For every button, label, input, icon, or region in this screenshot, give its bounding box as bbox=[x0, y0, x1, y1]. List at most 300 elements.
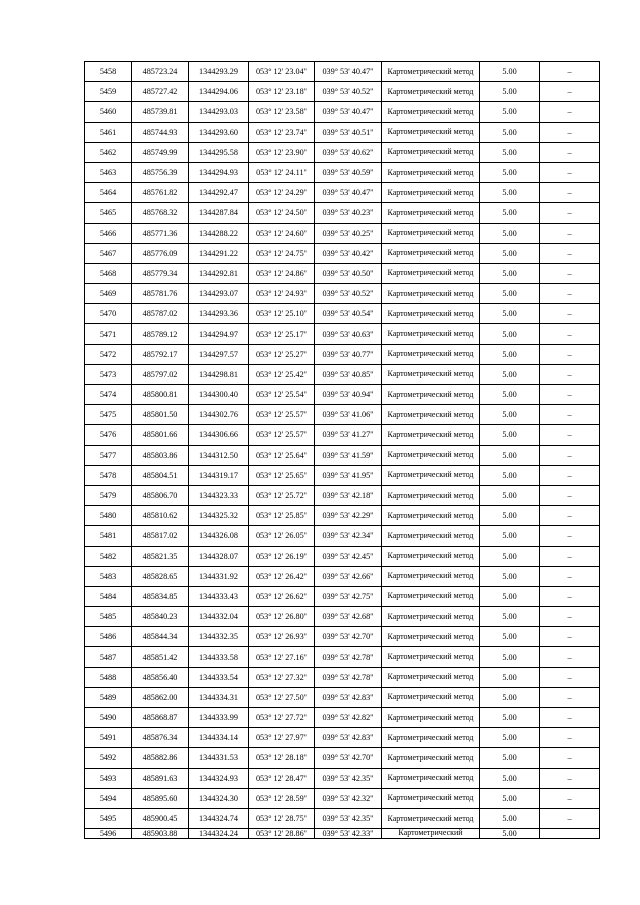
accuracy-cell: 5.00 bbox=[480, 768, 540, 788]
x-coordinate-cell: 485828.65 bbox=[132, 566, 189, 586]
latitude-cell: 053° 12' 25.27" bbox=[249, 344, 315, 364]
point-number-cell: 5491 bbox=[85, 728, 132, 748]
method-cell: Картометрический bbox=[382, 829, 480, 839]
method-cell: Картометрический метод bbox=[382, 243, 480, 263]
latitude-cell: 053° 12' 24.50" bbox=[249, 203, 315, 223]
accuracy-cell: 5.00 bbox=[480, 627, 540, 647]
y-coordinate-cell: 1344294.97 bbox=[189, 324, 249, 344]
table-row bbox=[85, 546, 600, 566]
note-cell: – bbox=[540, 304, 600, 324]
point-number-cell: 5467 bbox=[85, 243, 132, 263]
table-row bbox=[85, 465, 600, 485]
y-coordinate-cell: 1344291.22 bbox=[189, 243, 249, 263]
latitude-cell: 053° 12' 26.42" bbox=[249, 566, 315, 586]
table-row bbox=[85, 385, 600, 405]
x-coordinate-cell: 485744.93 bbox=[132, 122, 189, 142]
note-cell: – bbox=[540, 748, 600, 768]
method-cell: Картометрический метод bbox=[382, 728, 480, 748]
method-cell: Картометрический метод bbox=[382, 263, 480, 283]
note-cell: – bbox=[540, 324, 600, 344]
table-row bbox=[85, 263, 600, 283]
latitude-cell: 053° 12' 23.04" bbox=[249, 62, 315, 82]
accuracy-cell: 5.00 bbox=[480, 546, 540, 566]
x-coordinate-cell: 485800.81 bbox=[132, 385, 189, 405]
accuracy-cell: 5.00 bbox=[480, 304, 540, 324]
x-coordinate-cell: 485840.23 bbox=[132, 607, 189, 627]
point-number-cell: 5475 bbox=[85, 405, 132, 425]
longitude-cell: 039° 53' 40.25" bbox=[315, 223, 382, 243]
note-cell: – bbox=[540, 223, 600, 243]
y-coordinate-cell: 1344319.17 bbox=[189, 465, 249, 485]
note-cell: – bbox=[540, 788, 600, 808]
note-cell: – bbox=[540, 566, 600, 586]
x-coordinate-cell: 485797.02 bbox=[132, 364, 189, 384]
longitude-cell: 039° 53' 42.68" bbox=[315, 607, 382, 627]
latitude-cell: 053° 12' 25.85" bbox=[249, 506, 315, 526]
y-coordinate-cell: 1344300.40 bbox=[189, 385, 249, 405]
note-cell: – bbox=[540, 546, 600, 566]
latitude-cell: 053° 12' 26.80" bbox=[249, 607, 315, 627]
point-number-cell: 5495 bbox=[85, 808, 132, 828]
y-coordinate-cell: 1344292.81 bbox=[189, 263, 249, 283]
table-row bbox=[85, 223, 600, 243]
y-coordinate-cell: 1344333.58 bbox=[189, 647, 249, 667]
y-coordinate-cell: 1344334.14 bbox=[189, 728, 249, 748]
method-cell: Картометрический метод bbox=[382, 808, 480, 828]
longitude-cell: 039° 53' 42.83" bbox=[315, 687, 382, 707]
latitude-cell: 053° 12' 27.32" bbox=[249, 667, 315, 687]
y-coordinate-cell: 1344292.47 bbox=[189, 183, 249, 203]
accuracy-cell: 5.00 bbox=[480, 62, 540, 82]
x-coordinate-cell: 485727.42 bbox=[132, 82, 189, 102]
accuracy-cell: 5.00 bbox=[480, 485, 540, 505]
note-cell: – bbox=[540, 445, 600, 465]
method-cell: Картометрический метод bbox=[382, 425, 480, 445]
x-coordinate-cell: 485851.42 bbox=[132, 647, 189, 667]
x-coordinate-cell: 485776.09 bbox=[132, 243, 189, 263]
table-row bbox=[85, 788, 600, 808]
method-cell: Картометрический метод bbox=[382, 586, 480, 606]
longitude-cell: 039° 53' 42.33" bbox=[315, 829, 382, 839]
x-coordinate-cell: 485900.45 bbox=[132, 808, 189, 828]
note-cell: – bbox=[540, 344, 600, 364]
point-number-cell: 5464 bbox=[85, 183, 132, 203]
table-row bbox=[85, 203, 600, 223]
method-cell: Картометрический метод bbox=[382, 566, 480, 586]
longitude-cell: 039° 53' 42.75" bbox=[315, 586, 382, 606]
method-cell: Картометрический метод bbox=[382, 768, 480, 788]
x-coordinate-cell: 485903.88 bbox=[132, 829, 189, 839]
note-cell: – bbox=[540, 465, 600, 485]
x-coordinate-cell: 485801.66 bbox=[132, 425, 189, 445]
latitude-cell: 053° 12' 28.18" bbox=[249, 748, 315, 768]
accuracy-cell: 5.00 bbox=[480, 829, 540, 839]
x-coordinate-cell: 485810.62 bbox=[132, 506, 189, 526]
method-cell: Картометрический метод bbox=[382, 788, 480, 808]
coordinates-table bbox=[84, 61, 600, 839]
table-row bbox=[85, 304, 600, 324]
method-cell: Картометрический метод bbox=[382, 364, 480, 384]
y-coordinate-cell: 1344293.36 bbox=[189, 304, 249, 324]
y-coordinate-cell: 1344333.43 bbox=[189, 586, 249, 606]
y-coordinate-cell: 1344324.93 bbox=[189, 768, 249, 788]
method-cell: Картометрический метод bbox=[382, 708, 480, 728]
longitude-cell: 039° 53' 40.50" bbox=[315, 263, 382, 283]
point-number-cell: 5479 bbox=[85, 485, 132, 505]
method-cell: Картометрический метод bbox=[382, 142, 480, 162]
longitude-cell: 039° 53' 40.59" bbox=[315, 162, 382, 182]
accuracy-cell: 5.00 bbox=[480, 586, 540, 606]
longitude-cell: 039° 53' 40.51" bbox=[315, 122, 382, 142]
note-cell: – bbox=[540, 526, 600, 546]
note-cell: – bbox=[540, 385, 600, 405]
method-cell: Картометрический метод bbox=[382, 223, 480, 243]
note-cell: – bbox=[540, 62, 600, 82]
point-number-cell: 5474 bbox=[85, 385, 132, 405]
latitude-cell: 053° 12' 25.54" bbox=[249, 385, 315, 405]
method-cell: Картометрический метод bbox=[382, 203, 480, 223]
point-number-cell: 5459 bbox=[85, 82, 132, 102]
accuracy-cell: 5.00 bbox=[480, 728, 540, 748]
accuracy-cell: 5.00 bbox=[480, 263, 540, 283]
y-coordinate-cell: 1344312.50 bbox=[189, 445, 249, 465]
y-coordinate-cell: 1344325.32 bbox=[189, 506, 249, 526]
point-number-cell: 5488 bbox=[85, 667, 132, 687]
x-coordinate-cell: 485761.82 bbox=[132, 183, 189, 203]
note-cell: – bbox=[540, 768, 600, 788]
y-coordinate-cell: 1344331.92 bbox=[189, 566, 249, 586]
table-row bbox=[85, 425, 600, 445]
note-cell: – bbox=[540, 586, 600, 606]
point-number-cell: 5460 bbox=[85, 102, 132, 122]
method-cell: Картометрический метод bbox=[382, 647, 480, 667]
latitude-cell: 053° 12' 27.16" bbox=[249, 647, 315, 667]
y-coordinate-cell: 1344328.07 bbox=[189, 546, 249, 566]
table-row bbox=[85, 485, 600, 505]
accuracy-cell: 5.00 bbox=[480, 102, 540, 122]
point-number-cell: 5471 bbox=[85, 324, 132, 344]
note-cell: – bbox=[540, 203, 600, 223]
method-cell: Картометрический метод bbox=[382, 607, 480, 627]
note-cell: – bbox=[540, 425, 600, 445]
accuracy-cell: 5.00 bbox=[480, 425, 540, 445]
latitude-cell: 053° 12' 25.42" bbox=[249, 364, 315, 384]
accuracy-cell: 5.00 bbox=[480, 788, 540, 808]
table-row bbox=[85, 142, 600, 162]
accuracy-cell: 5.00 bbox=[480, 162, 540, 182]
point-number-cell: 5492 bbox=[85, 748, 132, 768]
method-cell: Картометрический метод bbox=[382, 485, 480, 505]
accuracy-cell: 5.00 bbox=[480, 385, 540, 405]
table-row bbox=[85, 748, 600, 768]
x-coordinate-cell: 485739.81 bbox=[132, 102, 189, 122]
longitude-cell: 039° 53' 42.70" bbox=[315, 748, 382, 768]
note-cell: – bbox=[540, 364, 600, 384]
accuracy-cell: 5.00 bbox=[480, 566, 540, 586]
x-coordinate-cell: 485868.87 bbox=[132, 708, 189, 728]
note-cell: – bbox=[540, 607, 600, 627]
longitude-cell: 039° 53' 42.70" bbox=[315, 627, 382, 647]
y-coordinate-cell: 1344287.84 bbox=[189, 203, 249, 223]
point-number-cell: 5490 bbox=[85, 708, 132, 728]
latitude-cell: 053° 12' 25.65" bbox=[249, 465, 315, 485]
longitude-cell: 039° 53' 42.83" bbox=[315, 728, 382, 748]
table-row bbox=[85, 122, 600, 142]
note-cell: – bbox=[540, 183, 600, 203]
longitude-cell: 039° 53' 40.47" bbox=[315, 102, 382, 122]
accuracy-cell: 5.00 bbox=[480, 203, 540, 223]
table-row bbox=[85, 506, 600, 526]
y-coordinate-cell: 1344293.29 bbox=[189, 62, 249, 82]
latitude-cell: 053° 12' 25.10" bbox=[249, 304, 315, 324]
table-row bbox=[85, 708, 600, 728]
longitude-cell: 039° 53' 42.35" bbox=[315, 808, 382, 828]
accuracy-cell: 5.00 bbox=[480, 465, 540, 485]
table-row bbox=[85, 284, 600, 304]
x-coordinate-cell: 485817.02 bbox=[132, 526, 189, 546]
table-row bbox=[85, 102, 600, 122]
accuracy-cell: 5.00 bbox=[480, 708, 540, 728]
accuracy-cell: 5.00 bbox=[480, 223, 540, 243]
y-coordinate-cell: 1344306.66 bbox=[189, 425, 249, 445]
point-number-cell: 5466 bbox=[85, 223, 132, 243]
latitude-cell: 053° 12' 23.18" bbox=[249, 82, 315, 102]
table-body bbox=[85, 62, 600, 839]
note-cell: – bbox=[540, 243, 600, 263]
note-cell: – bbox=[540, 647, 600, 667]
x-coordinate-cell: 485792.17 bbox=[132, 344, 189, 364]
longitude-cell: 039° 53' 42.66" bbox=[315, 566, 382, 586]
latitude-cell: 053° 12' 24.11" bbox=[249, 162, 315, 182]
y-coordinate-cell: 1344295.58 bbox=[189, 142, 249, 162]
y-coordinate-cell: 1344323.33 bbox=[189, 485, 249, 505]
x-coordinate-cell: 485787.02 bbox=[132, 304, 189, 324]
table-row bbox=[85, 768, 600, 788]
x-coordinate-cell: 485749.99 bbox=[132, 142, 189, 162]
table-row bbox=[85, 627, 600, 647]
accuracy-cell: 5.00 bbox=[480, 506, 540, 526]
y-coordinate-cell: 1344324.74 bbox=[189, 808, 249, 828]
x-coordinate-cell: 485803.86 bbox=[132, 445, 189, 465]
point-number-cell: 5465 bbox=[85, 203, 132, 223]
table-row bbox=[85, 162, 600, 182]
y-coordinate-cell: 1344293.03 bbox=[189, 102, 249, 122]
x-coordinate-cell: 485801.50 bbox=[132, 405, 189, 425]
x-coordinate-cell: 485781.76 bbox=[132, 284, 189, 304]
method-cell: Картометрический метод bbox=[382, 405, 480, 425]
point-number-cell: 5470 bbox=[85, 304, 132, 324]
method-cell: Картометрический метод bbox=[382, 102, 480, 122]
method-cell: Картометрический метод bbox=[382, 324, 480, 344]
accuracy-cell: 5.00 bbox=[480, 364, 540, 384]
point-number-cell: 5481 bbox=[85, 526, 132, 546]
accuracy-cell: 5.00 bbox=[480, 243, 540, 263]
longitude-cell: 039° 53' 40.23" bbox=[315, 203, 382, 223]
method-cell: Картометрический метод bbox=[382, 284, 480, 304]
latitude-cell: 053° 12' 28.86" bbox=[249, 829, 315, 839]
accuracy-cell: 5.00 bbox=[480, 667, 540, 687]
latitude-cell: 053° 12' 28.47" bbox=[249, 768, 315, 788]
note-cell: – bbox=[540, 808, 600, 828]
latitude-cell: 053° 12' 24.93" bbox=[249, 284, 315, 304]
y-coordinate-cell: 1344324.30 bbox=[189, 788, 249, 808]
latitude-cell: 053° 12' 24.75" bbox=[249, 243, 315, 263]
accuracy-cell: 5.00 bbox=[480, 607, 540, 627]
accuracy-cell: 5.00 bbox=[480, 526, 540, 546]
accuracy-cell: 5.00 bbox=[480, 647, 540, 667]
point-number-cell: 5462 bbox=[85, 142, 132, 162]
table-row bbox=[85, 647, 600, 667]
note-cell: – bbox=[540, 405, 600, 425]
latitude-cell: 053° 12' 23.74" bbox=[249, 122, 315, 142]
point-number-cell: 5476 bbox=[85, 425, 132, 445]
point-number-cell: 5487 bbox=[85, 647, 132, 667]
accuracy-cell: 5.00 bbox=[480, 122, 540, 142]
x-coordinate-cell: 485882.86 bbox=[132, 748, 189, 768]
y-coordinate-cell: 1344332.04 bbox=[189, 607, 249, 627]
longitude-cell: 039° 53' 42.18" bbox=[315, 485, 382, 505]
x-coordinate-cell: 485756.39 bbox=[132, 162, 189, 182]
method-cell: Картометрический метод bbox=[382, 122, 480, 142]
longitude-cell: 039° 53' 42.78" bbox=[315, 667, 382, 687]
latitude-cell: 053° 12' 25.57" bbox=[249, 405, 315, 425]
longitude-cell: 039° 53' 40.52" bbox=[315, 82, 382, 102]
longitude-cell: 039° 53' 40.77" bbox=[315, 344, 382, 364]
method-cell: Картометрический метод bbox=[382, 82, 480, 102]
note-cell: – bbox=[540, 102, 600, 122]
latitude-cell: 053° 12' 26.62" bbox=[249, 586, 315, 606]
longitude-cell: 039° 53' 41.95" bbox=[315, 465, 382, 485]
point-number-cell: 5461 bbox=[85, 122, 132, 142]
y-coordinate-cell: 1344288.22 bbox=[189, 223, 249, 243]
x-coordinate-cell: 485804.51 bbox=[132, 465, 189, 485]
longitude-cell: 039° 53' 41.27" bbox=[315, 425, 382, 445]
longitude-cell: 039° 53' 40.85" bbox=[315, 364, 382, 384]
x-coordinate-cell: 485771.36 bbox=[132, 223, 189, 243]
latitude-cell: 053° 12' 28.75" bbox=[249, 808, 315, 828]
y-coordinate-cell: 1344334.31 bbox=[189, 687, 249, 707]
y-coordinate-cell: 1344298.81 bbox=[189, 364, 249, 384]
longitude-cell: 039° 53' 40.47" bbox=[315, 62, 382, 82]
note-cell: – bbox=[540, 82, 600, 102]
table-row bbox=[85, 607, 600, 627]
latitude-cell: 053° 12' 27.72" bbox=[249, 708, 315, 728]
accuracy-cell: 5.00 bbox=[480, 183, 540, 203]
longitude-cell: 039° 53' 40.42" bbox=[315, 243, 382, 263]
x-coordinate-cell: 485862.00 bbox=[132, 687, 189, 707]
point-number-cell: 5458 bbox=[85, 62, 132, 82]
longitude-cell: 039° 53' 41.06" bbox=[315, 405, 382, 425]
method-cell: Картометрический метод bbox=[382, 627, 480, 647]
accuracy-cell: 5.00 bbox=[480, 82, 540, 102]
longitude-cell: 039° 53' 42.32" bbox=[315, 788, 382, 808]
method-cell: Картометрический метод bbox=[382, 506, 480, 526]
y-coordinate-cell: 1344294.06 bbox=[189, 82, 249, 102]
table-row bbox=[85, 82, 600, 102]
y-coordinate-cell: 1344331.53 bbox=[189, 748, 249, 768]
latitude-cell: 053° 12' 24.29" bbox=[249, 183, 315, 203]
table-row bbox=[85, 829, 600, 839]
method-cell: Картометрический метод bbox=[382, 546, 480, 566]
method-cell: Картометрический метод bbox=[382, 62, 480, 82]
point-number-cell: 5480 bbox=[85, 506, 132, 526]
latitude-cell: 053° 12' 23.90" bbox=[249, 142, 315, 162]
y-coordinate-cell: 1344333.99 bbox=[189, 708, 249, 728]
note-cell: – bbox=[540, 485, 600, 505]
x-coordinate-cell: 485768.32 bbox=[132, 203, 189, 223]
latitude-cell: 053° 12' 27.97" bbox=[249, 728, 315, 748]
note-cell: – bbox=[540, 284, 600, 304]
point-number-cell: 5478 bbox=[85, 465, 132, 485]
method-cell: Картометрический метод bbox=[382, 687, 480, 707]
x-coordinate-cell: 485876.34 bbox=[132, 728, 189, 748]
y-coordinate-cell: 1344297.57 bbox=[189, 344, 249, 364]
note-cell: – bbox=[540, 728, 600, 748]
latitude-cell: 053° 12' 24.86" bbox=[249, 263, 315, 283]
point-number-cell: 5484 bbox=[85, 586, 132, 606]
note-cell: – bbox=[540, 122, 600, 142]
method-cell: Картометрический метод bbox=[382, 667, 480, 687]
table-row bbox=[85, 344, 600, 364]
table-row bbox=[85, 667, 600, 687]
accuracy-cell: 5.00 bbox=[480, 142, 540, 162]
x-coordinate-cell: 485834.85 bbox=[132, 586, 189, 606]
y-coordinate-cell: 1344293.07 bbox=[189, 284, 249, 304]
latitude-cell: 053° 12' 26.93" bbox=[249, 627, 315, 647]
longitude-cell: 039° 53' 40.54" bbox=[315, 304, 382, 324]
latitude-cell: 053° 12' 23.58" bbox=[249, 102, 315, 122]
table-row bbox=[85, 405, 600, 425]
accuracy-cell: 5.00 bbox=[480, 344, 540, 364]
longitude-cell: 039° 53' 41.59" bbox=[315, 445, 382, 465]
longitude-cell: 039° 53' 40.63" bbox=[315, 324, 382, 344]
y-coordinate-cell: 1344333.54 bbox=[189, 667, 249, 687]
table-row bbox=[85, 364, 600, 384]
point-number-cell: 5472 bbox=[85, 344, 132, 364]
note-cell bbox=[540, 829, 600, 839]
point-number-cell: 5463 bbox=[85, 162, 132, 182]
x-coordinate-cell: 485891.63 bbox=[132, 768, 189, 788]
point-number-cell: 5473 bbox=[85, 364, 132, 384]
y-coordinate-cell: 1344293.60 bbox=[189, 122, 249, 142]
point-number-cell: 5493 bbox=[85, 768, 132, 788]
table-row bbox=[85, 687, 600, 707]
point-number-cell: 5477 bbox=[85, 445, 132, 465]
accuracy-cell: 5.00 bbox=[480, 445, 540, 465]
note-cell: – bbox=[540, 627, 600, 647]
longitude-cell: 039° 53' 42.29" bbox=[315, 506, 382, 526]
latitude-cell: 053° 12' 27.50" bbox=[249, 687, 315, 707]
note-cell: – bbox=[540, 263, 600, 283]
longitude-cell: 039° 53' 42.35" bbox=[315, 768, 382, 788]
method-cell: Картометрический метод bbox=[382, 748, 480, 768]
method-cell: Картометрический метод bbox=[382, 526, 480, 546]
method-cell: Картометрический метод bbox=[382, 445, 480, 465]
note-cell: – bbox=[540, 142, 600, 162]
table-row bbox=[85, 243, 600, 263]
point-number-cell: 5494 bbox=[85, 788, 132, 808]
point-number-cell: 5482 bbox=[85, 546, 132, 566]
note-cell: – bbox=[540, 687, 600, 707]
accuracy-cell: 5.00 bbox=[480, 284, 540, 304]
x-coordinate-cell: 485806.70 bbox=[132, 485, 189, 505]
point-number-cell: 5496 bbox=[85, 829, 132, 839]
longitude-cell: 039° 53' 40.62" bbox=[315, 142, 382, 162]
y-coordinate-cell: 1344294.93 bbox=[189, 162, 249, 182]
accuracy-cell: 5.00 bbox=[480, 405, 540, 425]
x-coordinate-cell: 485779.34 bbox=[132, 263, 189, 283]
table-row bbox=[85, 566, 600, 586]
